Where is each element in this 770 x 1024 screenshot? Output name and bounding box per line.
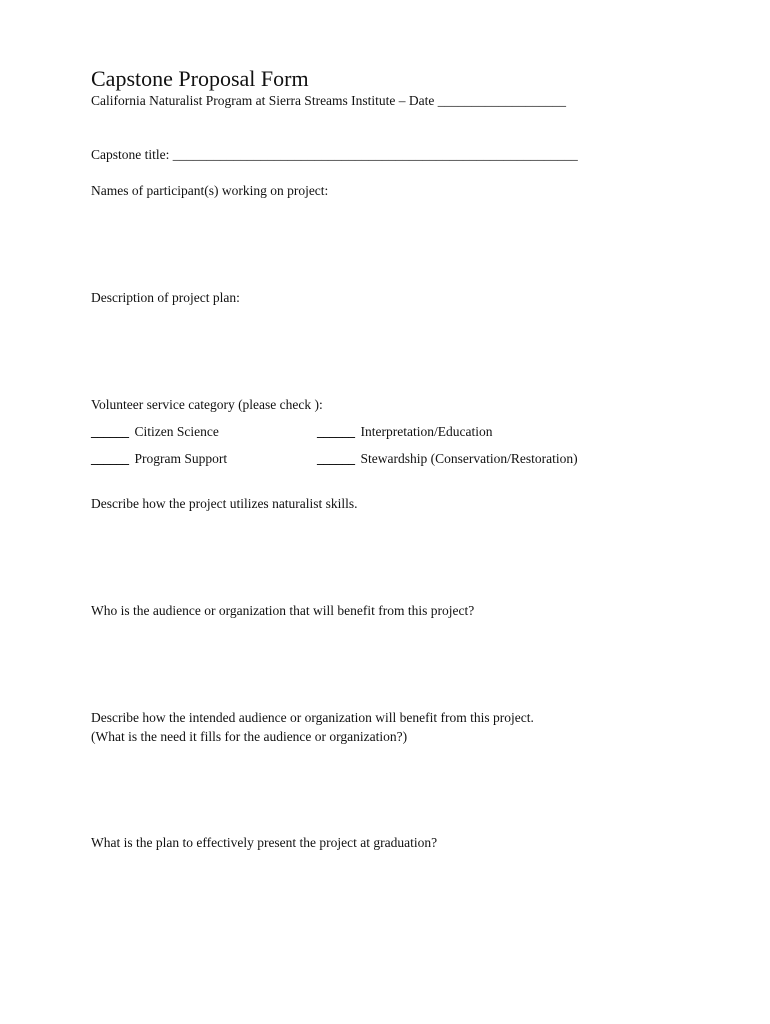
question-naturalist-skills: Describe how the project utilizes naturalist skills. [91,496,358,511]
form-subtitle: California Naturalist Program at Sierra Streams Institute – Date ___________________ [91,93,567,108]
category-label: Program Support [134,451,228,466]
checkbox-line[interactable]: ______ [91,424,129,439]
question-audience-benefit: Describe how the intended audience or organization will benefit from this project. [91,710,534,725]
description-label: Description of project plan: [91,290,240,305]
checkbox-line[interactable]: ______ [317,424,355,439]
question-audience-need: (What is the need it fills for the audience or organization?) [91,729,408,744]
form-title: Capstone Proposal Form [91,66,309,91]
category-label: Interpretation/Education [360,424,493,439]
question-audience: Who is the audience or organization that will benefit from this project? [91,603,475,618]
category-stewardship[interactable] [317,452,578,466]
category-label: Stewardship (Conservation/Restoration) [360,451,578,466]
volunteer-category-label: Volunteer service category (please check ): [91,397,323,412]
category-label: Citizen Science [134,424,219,439]
checkbox-line[interactable]: ______ [91,451,129,466]
category-program-support[interactable] [91,452,227,466]
participants-label: Names of participant(s) working on project: [91,183,329,198]
category-interpretation-education[interactable] [317,425,492,439]
question-graduation-plan: What is the plan to effectively present the project at graduation? [91,835,438,850]
checkbox-line[interactable]: ______ [317,451,355,466]
category-citizen-science[interactable] [91,425,219,439]
capstone-title-field[interactable]: Capstone title: ____________________________________________________________ [91,147,578,162]
